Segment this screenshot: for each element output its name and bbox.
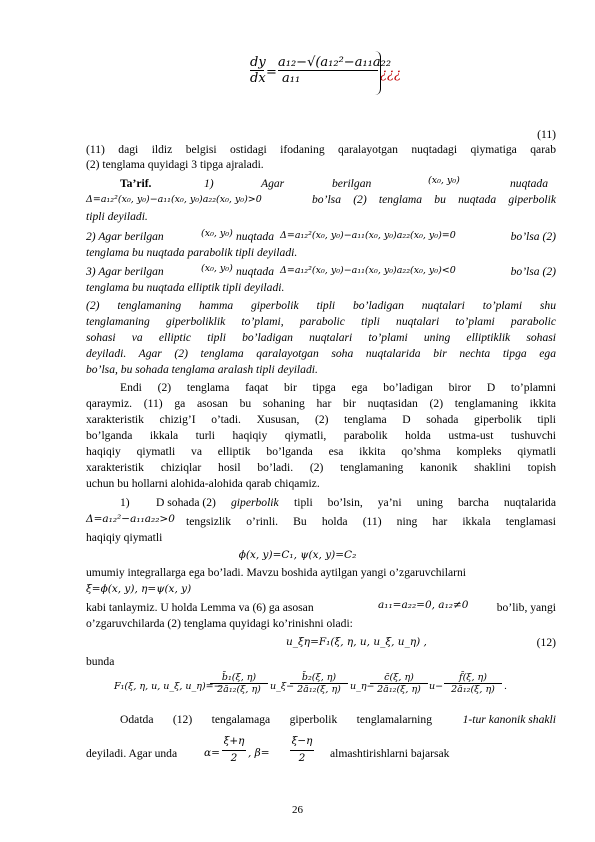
definition-title: Ta’rif. — [120, 177, 152, 190]
fraction-num: b̄₂(ξ, η) — [290, 672, 348, 684]
case-text: D sohada (2) — [156, 496, 216, 509]
coef-condition: a₁₁=a₂₂=0, a₁₂≠0 — [378, 599, 469, 611]
def-text: tenglama bu nuqtada parabolik tipli deyiladi. — [86, 246, 298, 259]
fraction-den: 2 — [298, 751, 306, 764]
fraction-den: 2ā₁₂(ξ, η) — [377, 684, 421, 695]
body-line: xarakteristik chizig’I o’tadi. Xususan, (2) tenglama D sohada giperbolik tipli — [86, 413, 556, 426]
body-text: 1-tur kanonik shakli — [462, 713, 556, 726]
F1-lhs: F₁(ξ, η, u, u_ξ, u_η)=− — [114, 681, 222, 692]
def-word: nuqtada — [510, 177, 549, 190]
fraction-num: f̄(ξ, η) — [444, 672, 502, 684]
body-text: bo’lib, yangi — [496, 601, 556, 614]
bunda-word: bunda — [86, 655, 115, 668]
def-word: berilgan — [332, 177, 372, 190]
body-line: uchun bu hollarni alohida-alohida qarab chiqamiz. — [86, 477, 320, 490]
case-text: haqiqiy qiymatli — [86, 531, 163, 544]
body-line: qaraymiz. (11) ga asosan bu sohaning har bir nuqtasidan (2) tenglamaning ikkita — [86, 397, 556, 410]
lhs-num: dy — [250, 55, 266, 70]
def-text: tenglama bu nuqtada elliptik tipli deyiladi. — [86, 281, 285, 294]
brace-tail: ¿¿¿ — [380, 67, 401, 82]
case-text: tengsizlik o’rinli. Bu holda (11) ning har ikkala tenglamasi — [186, 515, 556, 528]
italic-line: tenglamaning giperboliklik to’plami, parabolic tipli nuqtalari to’plami parabolic — [86, 315, 556, 328]
alpha-lhs: α= — [204, 747, 220, 759]
F1-var: u− — [429, 681, 444, 692]
point-formula: (x₀, y₀) — [201, 263, 233, 274]
point-formula: (x₀, y₀) — [428, 175, 460, 186]
right-brace — [374, 51, 381, 95]
F1-end: . — [504, 681, 508, 692]
eq12-label: (12) — [536, 636, 556, 649]
def-text: bo’lsa (2) — [510, 230, 556, 243]
body-line: haqiqiy qiymatli va elliptik bo’lganda esa ikkita qo’shma kompleks qiymatli — [86, 445, 556, 458]
integrals-formula: ϕ(x, y)=C₁, ψ(x, y)=C₂ — [238, 549, 357, 561]
body-text: Odatda (12) tengalamaga giperbolik tenglamalarning — [120, 713, 432, 726]
equals-sign: = — [266, 65, 277, 80]
F1-var: u_η− — [350, 681, 375, 692]
fraction-den: 2ā₁₂(ξ, η) — [451, 684, 495, 695]
delta-formula: Δ=a₁₂²(x₀, y₀)−a₁₁(x₀, y₀)a₂₂(x₀, y₀)<0 — [280, 265, 456, 276]
para-line: (2) tenglama quyidagi 3 tipga ajraladi. — [86, 158, 264, 171]
body-line: xarakteristik chiziqlar hosil bo’ladi. (2) tenglamaning kanonik shaklini topish — [86, 461, 556, 474]
eq12-formula: u_ξη=F₁(ξ, η, u, u_ξ, u_η) , — [286, 636, 427, 648]
rhs-den: a₁₁ — [282, 71, 301, 86]
delta-formula: Δ=a₁₂²(x₀, y₀)−a₁₁(x₀, y₀)a₂₂(x₀, y₀)=0 — [280, 230, 456, 241]
def-text: tipli deyiladi. — [86, 210, 148, 223]
rhs-num: a₁₂−√(a₁₂²−a₁₁a₂₂ — [278, 55, 392, 70]
lhs-den: dx — [250, 71, 266, 86]
point-formula: (x₀, y₀) — [201, 228, 233, 239]
eq11-label: (11) — [537, 128, 556, 141]
italic-line: bo’lsa, bu sohada tenglama aralash tipli deyiladi. — [86, 363, 318, 376]
body-text: almashtirishlarni bajarsak — [330, 747, 450, 760]
F1-var: u_ξ− — [270, 681, 295, 692]
case-number: 1) — [120, 496, 130, 509]
def-text: nuqtada — [236, 230, 275, 243]
newvars-formula: ξ=ϕ(x, y), η=ψ(x, y) — [86, 583, 192, 595]
fraction-den: 2ā₁₂(ξ, η) — [297, 684, 341, 695]
beta-lhs: , β= — [248, 747, 270, 759]
para-line: (11) dagi ildiz belgisi ostidagi ifodaning qaralayotgan nuqtadagi qiymatiga qarab — [86, 143, 556, 156]
def-text: 3) Agar berilgan — [86, 265, 164, 278]
fraction-num: c̄(ξ, η) — [370, 672, 428, 684]
def-word: 1) — [204, 177, 214, 190]
body-line: bo’lganda ikkala turli haqiqiy qiymatli, parabolik holda ustma-ust tushuvchi — [86, 429, 556, 442]
page-number: 26 — [292, 804, 303, 816]
fraction-num: ξ+η — [222, 734, 246, 751]
fraction-den: 2ā₁₂(ξ, η) — [217, 684, 261, 695]
body-line: o’zgaruvchilarda (2) tenglama quyidagi ko’rinishni oladi: — [86, 617, 353, 630]
delta-formula: Δ=a₁₂²(x₀, y₀)−a₁₁(x₀, y₀)a₂₂(x₀, y₀)>0 — [86, 194, 262, 205]
fraction-num: b̄₁(ξ, η) — [210, 672, 268, 684]
case-text: tipli bo’lsin, ya’ni uning barcha nuqtalarida — [294, 496, 556, 509]
def-text: 2) Agar berilgan — [86, 230, 164, 243]
fraction-den: 2 — [230, 751, 238, 764]
body-text: deyiladi. Agar unda — [86, 747, 178, 760]
body-line: umumiy integrallarga ega bo’ladi. Mavzu boshida aytilgan yangi o’zgaruvchilarni — [86, 566, 467, 579]
body-text: kabi tanlaymiz. U holda Lemma va (6) ga asosan — [86, 601, 314, 614]
def-text: nuqtada — [236, 265, 275, 278]
body-line: Endi (2) tenglama faqat bir tipga ega bo’ladigan biror D to’plamni — [120, 381, 556, 394]
fraction-num: ξ−η — [290, 734, 314, 751]
delta-formula: Δ=a₁₂²−a₁₁a₂₂>0 — [86, 513, 175, 525]
italic-line: (2) tenglamaning hamma giperbolik tipli bo’ladigan nuqtalari to’plami shu — [86, 299, 556, 312]
def-text: bo’lsa (2) — [510, 265, 556, 278]
italic-line: deyiladi. Agar (2) tenglama qaralayotgan soha nuqtalarida bir nechta tipga ega — [86, 347, 556, 360]
def-text: bo’lsa (2) tenglama bu nuqtada giperbolik — [312, 193, 556, 206]
def-word: Agar — [261, 177, 285, 190]
case-text: giperbolik — [231, 496, 279, 509]
italic-line: sohasi va elliptic tipli bo’ladigan nuqtalari to’plami uning elliptiklik sohasi — [86, 331, 556, 344]
